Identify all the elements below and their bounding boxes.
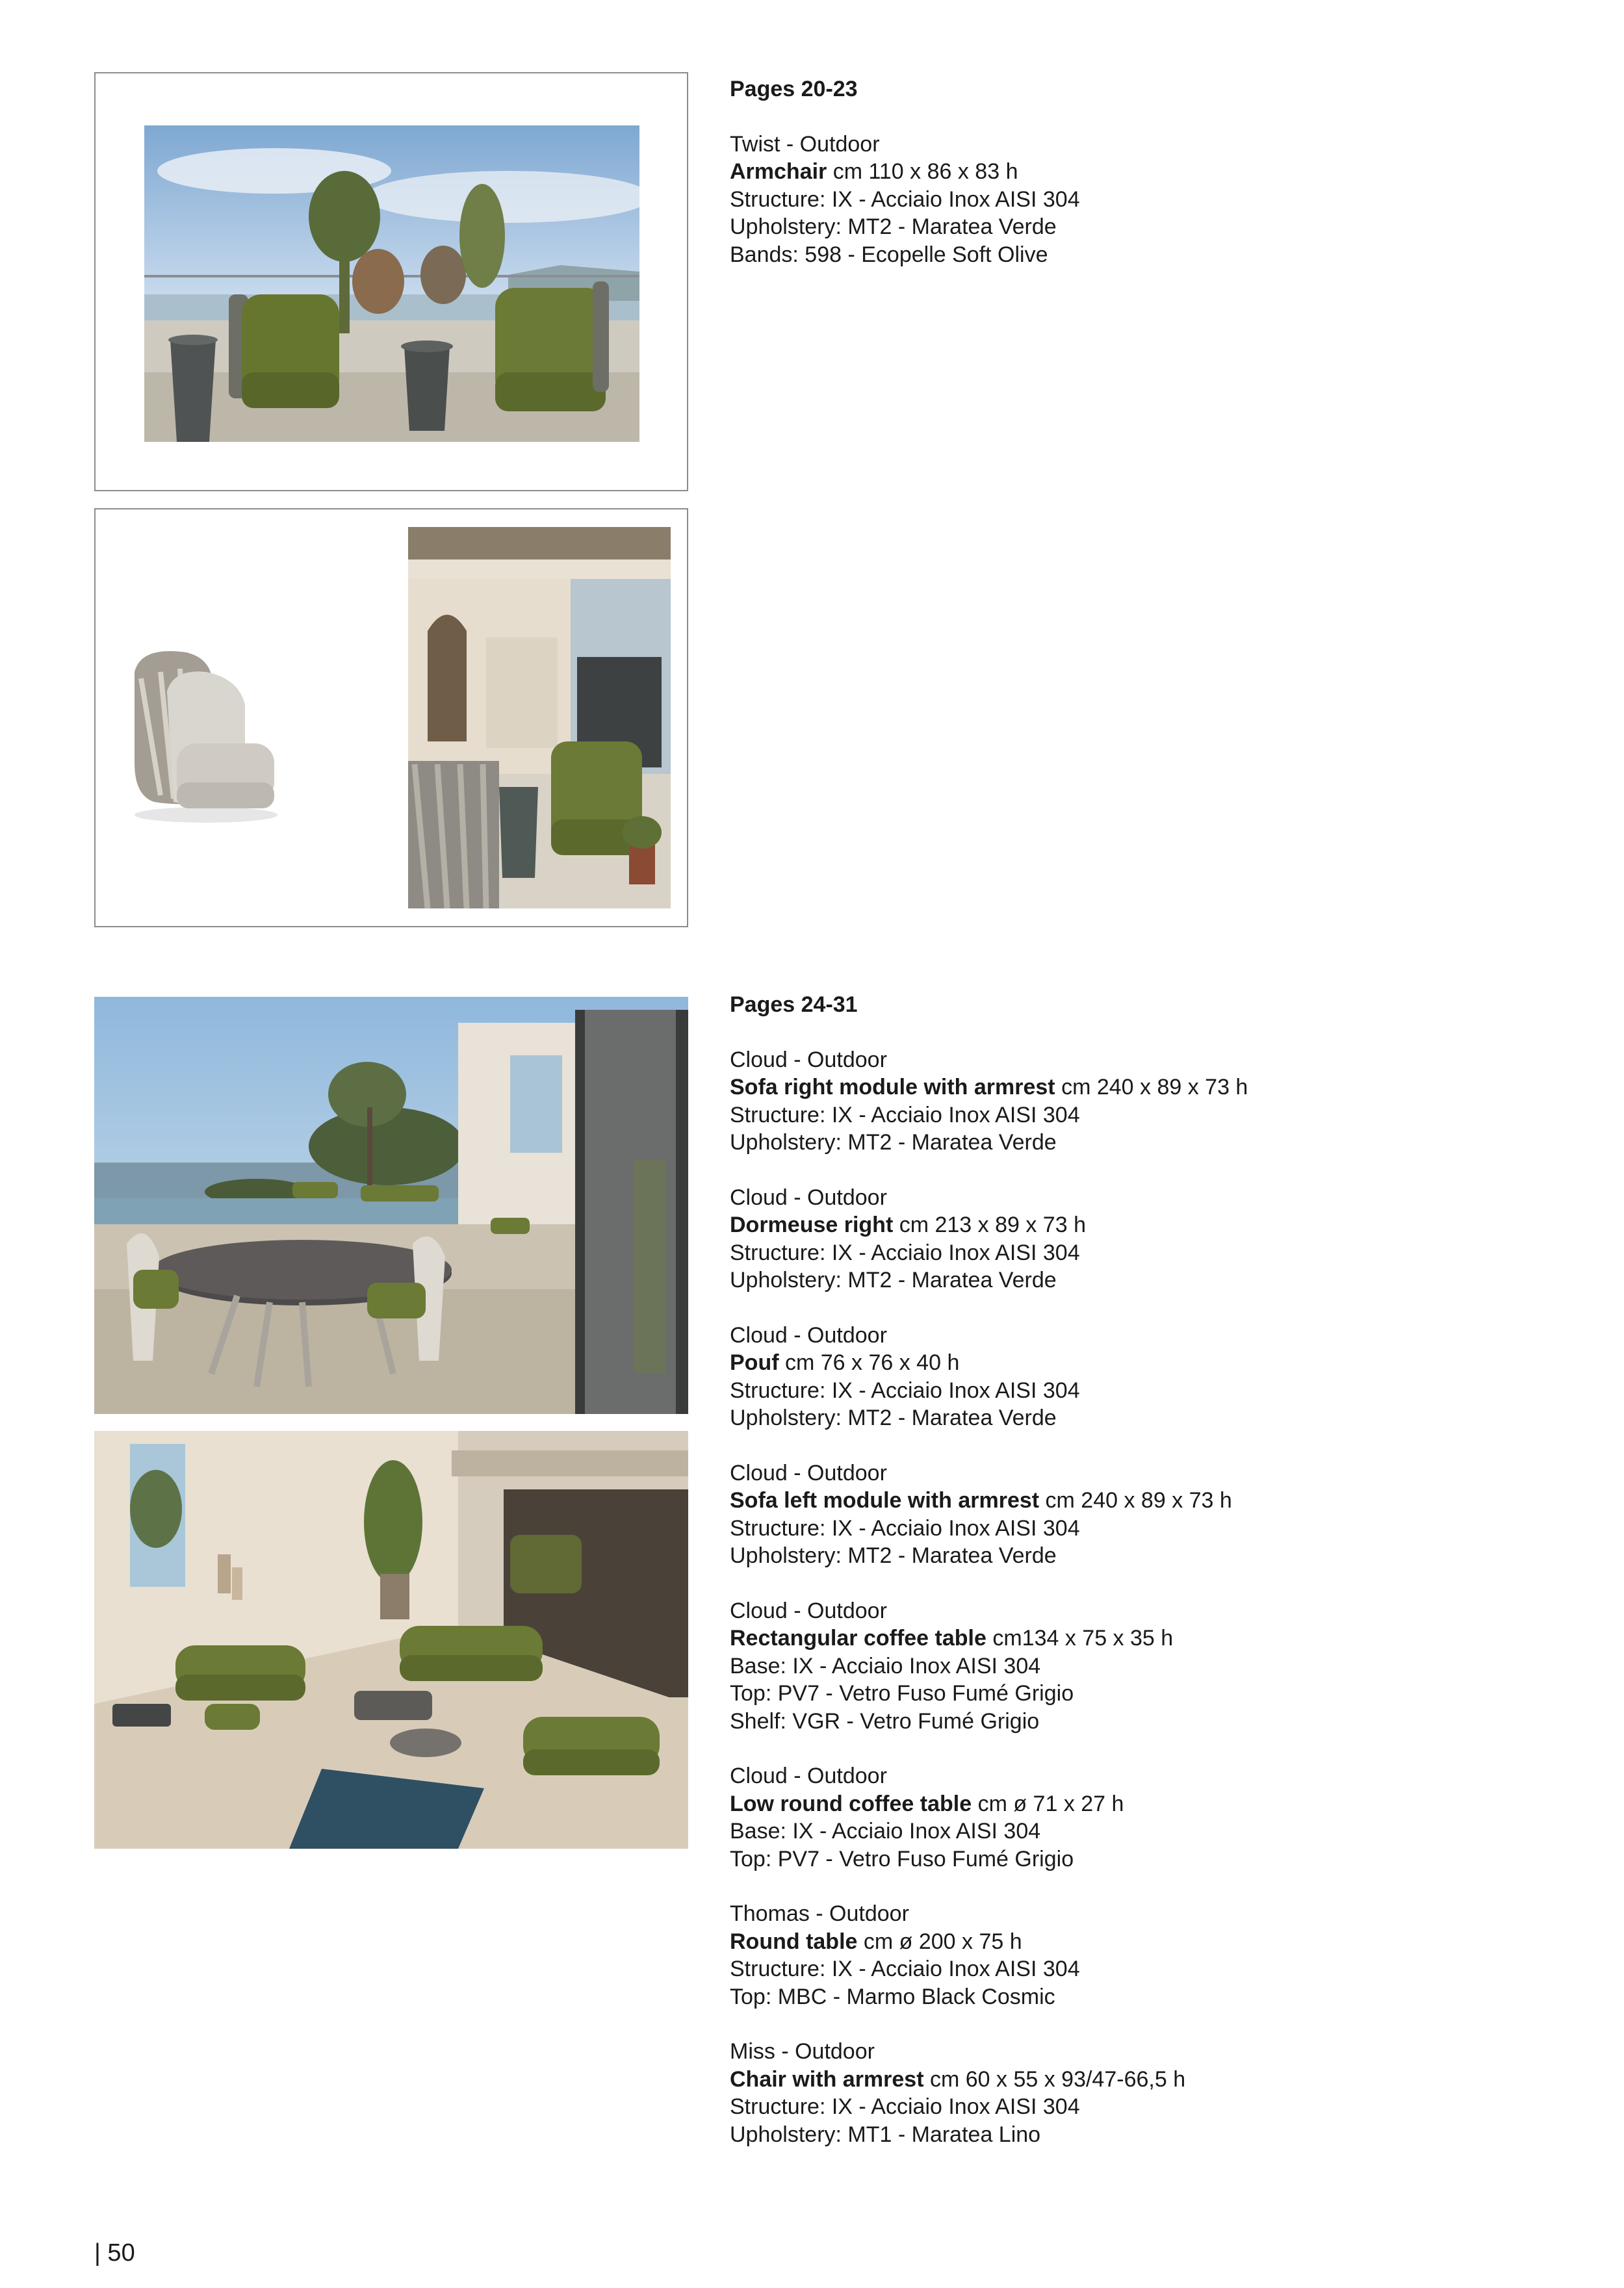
product-name: Sofa right module with armrest xyxy=(730,1075,1055,1099)
spec-line: Structure: IX - Acciaio Inox AISI 304 xyxy=(730,2094,1080,2119)
product-entry xyxy=(730,2038,1588,2148)
spec-line: Top: PV7 - Vetro Fuso Fumé Grigio xyxy=(730,1846,1074,1871)
product-name: Armchair xyxy=(730,159,827,184)
spec-line: Upholstery: MT2 - Maratea Verde xyxy=(730,1268,1057,1292)
product-name: Pouf xyxy=(730,1350,779,1375)
product-entry xyxy=(730,1046,1588,1157)
spec-line: Upholstery: MT1 - Maratea Lino xyxy=(730,2122,1041,2147)
spec-line: Structure: IX - Acciaio Inox AISI 304 xyxy=(730,1957,1080,1981)
collection-name: Cloud - Outdoor xyxy=(730,1460,887,1485)
spec-line: Top: PV7 - Vetro Fuso Fumé Grigio xyxy=(730,1681,1074,1706)
twist-villa-terrace-photo xyxy=(408,527,671,908)
spec-line: Base: IX - Acciaio Inox AISI 304 xyxy=(730,1819,1041,1844)
collection-name: Cloud - Outdoor xyxy=(730,1598,887,1623)
product-dimensions: cm 60 x 55 x 93/47-66,5 h xyxy=(923,2066,1186,2092)
product-name: Sofa left module with armrest xyxy=(730,1488,1040,1513)
product-dimensions: cm ø 71 x 27 h xyxy=(972,1791,1124,1816)
product-dimensions: cm ø 200 x 75 h xyxy=(857,1929,1022,1954)
section-pages-20-23 xyxy=(730,75,1588,296)
product-dimensions: cm 110 x 86 x 83 h xyxy=(827,159,1018,184)
product-name: Dormeuse right xyxy=(730,1213,894,1237)
product-dimensions: cm 240 x 89 x 73 h xyxy=(1039,1488,1232,1513)
collection-name: Cloud - Outdoor xyxy=(730,1322,887,1348)
spec-line: Base: IX - Acciaio Inox AISI 304 xyxy=(730,1653,1041,1678)
collection-name: Cloud - Outdoor xyxy=(730,1185,887,1210)
cloud-pool-terrace-photo xyxy=(94,997,688,1414)
page-number: | 50 xyxy=(94,2239,135,2267)
product-entry xyxy=(730,1762,1588,1873)
twist-detail-frame xyxy=(94,508,688,927)
spec-line: Shelf: VGR - Vetro Fumé Grigio xyxy=(730,1708,1040,1734)
product-entry xyxy=(730,1322,1588,1432)
spec-line: Structure: IX - Acciaio Inox AISI 304 xyxy=(730,1515,1080,1541)
product-entry xyxy=(730,1184,1588,1294)
collection-name: Miss - Outdoor xyxy=(730,2039,875,2064)
product-name: Chair with armrest xyxy=(730,2066,924,2092)
collection-name: Cloud - Outdoor xyxy=(730,1047,887,1072)
product-entry xyxy=(730,1459,1588,1570)
cloud-aerial-living-photo xyxy=(94,1431,688,1849)
twist-terrace-photo xyxy=(144,125,639,442)
spec-line: Bands: 598 - Ecopelle Soft Olive xyxy=(730,242,1048,267)
section-heading: Pages 24-31 xyxy=(730,992,858,1017)
spec-line: Top: MBC - Marmo Black Cosmic xyxy=(730,1984,1055,2009)
spec-line: Structure: IX - Acciaio Inox AISI 304 xyxy=(730,186,1080,212)
spec-line: Structure: IX - Acciaio Inox AISI 304 xyxy=(730,1102,1080,1127)
spec-line: Upholstery: MT2 - Maratea Verde xyxy=(730,1543,1057,1568)
product-entry xyxy=(730,1900,1588,2011)
twist-armchair-cutout xyxy=(115,633,290,828)
spec-line: Upholstery: MT2 - Maratea Verde xyxy=(730,1130,1057,1155)
product-entry xyxy=(730,1597,1588,1736)
collection-name: Cloud - Outdoor xyxy=(730,1764,887,1788)
product-name: Round table xyxy=(730,1929,858,1954)
product-name: Rectangular coffee table xyxy=(730,1626,986,1651)
product-dimensions: cm134 x 75 x 35 h xyxy=(986,1626,1174,1651)
product-dimensions: cm 76 x 76 x 40 h xyxy=(779,1350,960,1375)
product-dimensions: cm 213 x 89 x 73 h xyxy=(893,1213,1086,1237)
section-heading: Pages 20-23 xyxy=(730,77,858,101)
product-name: Low round coffee table xyxy=(730,1791,972,1816)
product-entry xyxy=(730,131,1588,269)
collection-name: Thomas - Outdoor xyxy=(730,1901,909,1926)
spec-line: Structure: IX - Acciaio Inox AISI 304 xyxy=(730,1378,1080,1403)
spec-line: Upholstery: MT2 - Maratea Verde xyxy=(730,1406,1057,1430)
section-pages-24-31 xyxy=(730,991,1588,2176)
twist-terrace-frame xyxy=(94,72,688,491)
product-dimensions: cm 240 x 89 x 73 h xyxy=(1055,1075,1248,1099)
spec-line: Upholstery: MT2 - Maratea Verde xyxy=(730,214,1057,239)
collection-name: Twist - Outdoor xyxy=(730,131,880,157)
spec-line: Structure: IX - Acciaio Inox AISI 304 xyxy=(730,1240,1080,1265)
